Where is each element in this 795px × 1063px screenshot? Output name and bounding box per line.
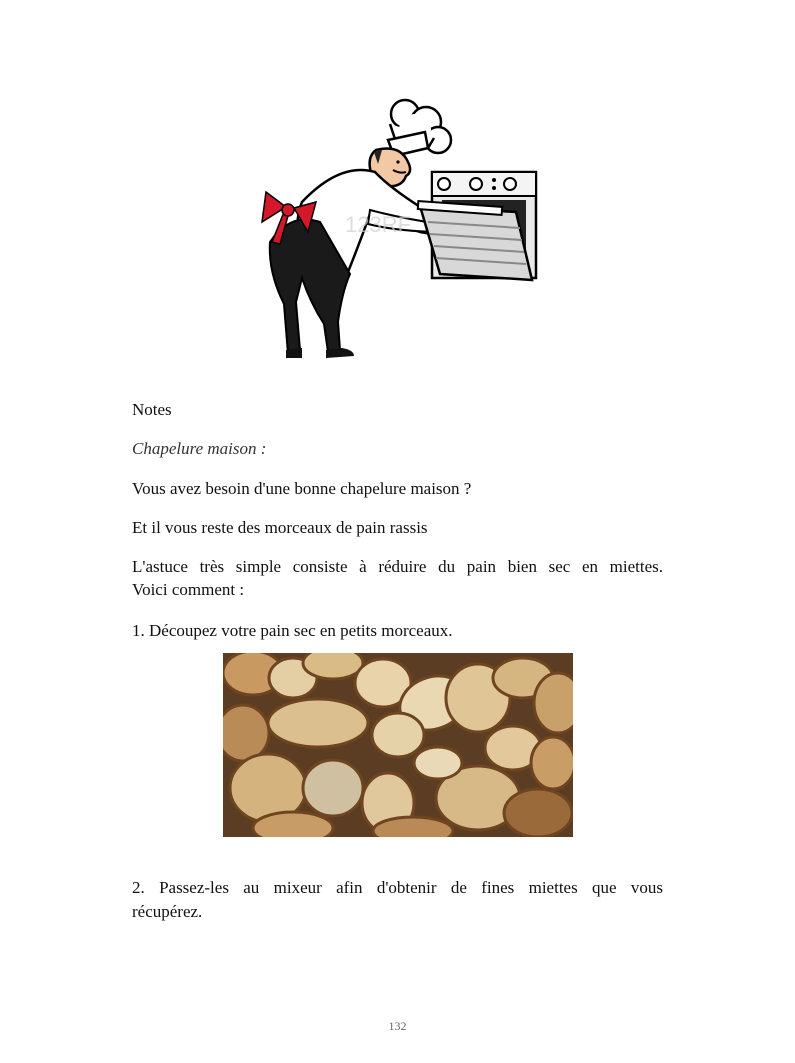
chef-shoes (286, 348, 354, 358)
dry-bread-photo (223, 653, 573, 837)
recipe-title: Chapelure maison : (132, 439, 267, 458)
paragraph-1: Vous avez besoin d'une bonne chapelure maison ? (132, 479, 472, 498)
paragraph-3-line-2: Voici comment : (132, 580, 245, 599)
notes-heading: Notes (132, 400, 172, 419)
watermark: 123RF (345, 212, 412, 237)
step-1: 1. Découpez votre pain sec en petits morceaux. (132, 621, 453, 640)
page-number: 132 (388, 1019, 407, 1033)
paragraph-2: Et il vous reste des morceaux de pain rassis (132, 518, 428, 537)
oven (418, 172, 536, 280)
step-2-line-1: 2. Passez-les au mixeur afin d'obtenir de fines miettes que vous (132, 878, 663, 897)
chef-oven-illustration (250, 92, 550, 364)
step-2-line-2: récupérez. (132, 902, 203, 921)
chef-hat (388, 100, 451, 156)
paragraph-3-line-1: L'astuce très simple consiste à réduire du pain bien sec en miettes. (132, 557, 663, 576)
